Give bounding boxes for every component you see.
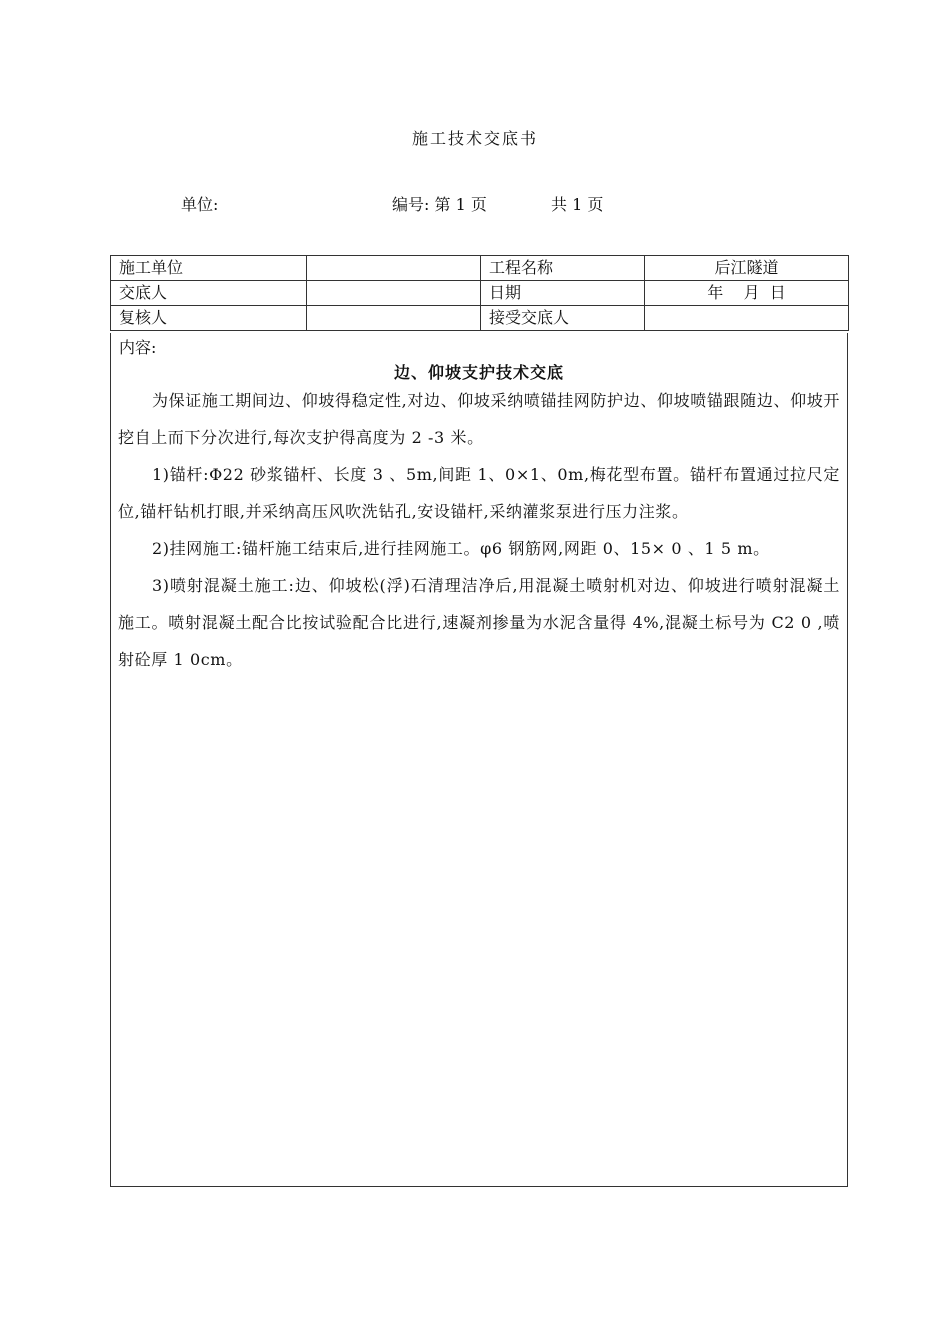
reviewer-label: 复核人 [111, 306, 307, 331]
content-body [118, 382, 840, 678]
paragraph-mesh: 2)挂网施工:锚杆施工结束后,进行挂网施工。φ6 钢筋网,网距 0、15× 0 、1 5 m。 [152, 539, 770, 558]
recipient-label: 接受交底人 [481, 306, 645, 331]
page-total: 共 1 页 [551, 195, 604, 214]
paragraph-intro: 为保证施工期间边、仰坡得稳定性,对边、仰坡采纳喷锚挂网防护边、仰坡喷锚跟随边、仰坡开挖自上而下分次进行,每次支护得高度为 2 -3 米。 [118, 391, 840, 447]
table-row [111, 281, 849, 306]
discloser-label: 交底人 [111, 281, 307, 306]
construction-unit-value [307, 256, 481, 281]
construction-unit-label: 施工单位 [111, 256, 307, 281]
project-name-label: 工程名称 [481, 256, 645, 281]
content-heading: 边、仰坡支护技术交底 [393, 363, 564, 382]
paragraph-anchor: 1)锚杆:Φ22 砂浆锚杆、长度 3 、5m,间距 1、0×1、0m,梅花型布置。锚杆布置通过拉尺定位,锚杆钻机打眼,并采纳高压风吹洗钻孔,安设锚杆,采纳灌浆泵进行压力注浆。 [118, 465, 840, 521]
reviewer-value [307, 306, 481, 331]
paragraph-shotcrete: 3)喷射混凝土施工:边、仰坡松(浮)石清理洁净后,用混凝土喷射机对边、仰坡进行喷射混凝土施工。喷射混凝土配合比按试验配合比进行,速凝剂掺量为水泥含量得 4%,混凝土标号为 C2 0 ,喷射砼厚 1 0cm。 [118, 576, 840, 669]
table-row [111, 256, 849, 281]
table-row [111, 306, 849, 331]
recipient-value [645, 306, 849, 331]
info-table [110, 255, 849, 331]
unit-label: 单位: [181, 195, 219, 214]
document-number: 编号: 第 1 页 [392, 195, 487, 214]
discloser-value [307, 281, 481, 306]
date-value: 年 月 日 [645, 281, 849, 306]
document-title: 施工技术交底书 [411, 129, 538, 148]
content-label: 内容: [119, 338, 157, 357]
project-name-value: 后江隧道 [645, 256, 849, 281]
content-box [110, 333, 848, 1187]
date-label: 日期 [481, 281, 645, 306]
